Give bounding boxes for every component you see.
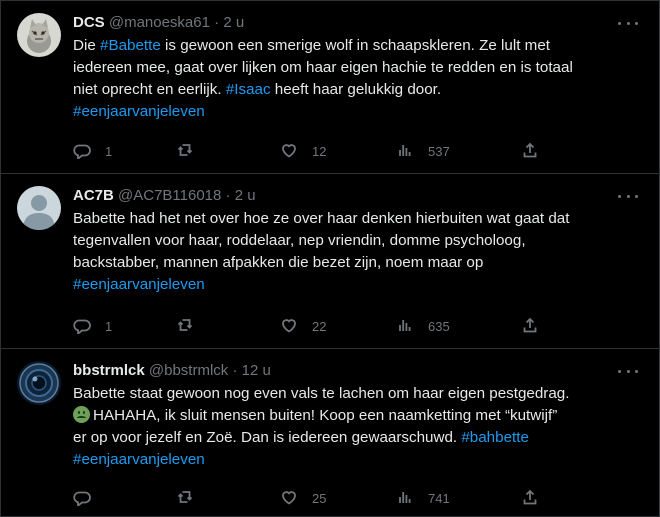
- tweet-text-line: [73, 230, 643, 252]
- tweet-text-line: [73, 449, 643, 471]
- tweet-text-segment: heeft haar gelukkig door.: [270, 81, 442, 98]
- share-icon: [521, 488, 539, 509]
- retweet-button[interactable]: [176, 488, 208, 508]
- cat-avatar-icon: [17, 13, 61, 57]
- tweet-text-segment: is gewoon een smerige wolf in schaapskleren. Ze lult met: [160, 37, 550, 54]
- tweet-actions: [73, 141, 573, 161]
- views-icon: [396, 141, 414, 162]
- reply-count: 1: [105, 143, 113, 159]
- share-button[interactable]: [521, 316, 539, 336]
- tweet-text-segment: tegenvallen voor haar, roddelaar, nep vriendin, domme psycholoog,: [73, 232, 526, 249]
- hashtag-link[interactable]: #eenjaarvanjeleven: [73, 103, 205, 120]
- hashtag-link[interactable]: #Isaac: [225, 81, 271, 98]
- views-count: 741: [428, 490, 450, 506]
- tweet-text-segment: HAHAHA, ik sluit mensen buiten! Koop een naamketting met “kutwijf”: [93, 407, 558, 424]
- user-handle[interactable]: @manoeska61: [108, 14, 210, 31]
- tweet-header: [73, 13, 244, 33]
- display-name[interactable]: bbstrmlck: [73, 362, 145, 379]
- tweet-text-segment: Die: [73, 37, 101, 54]
- more-icon[interactable]: [618, 186, 638, 206]
- display-name[interactable]: AC7B: [73, 187, 114, 204]
- tweet-text-segment: backstabber, mannen afpakken die bezet zijn, noem maar op: [73, 254, 484, 271]
- tweet-text-line: [73, 405, 643, 427]
- views-icon: [396, 316, 414, 337]
- tweet[interactable]: [1, 174, 660, 348]
- views-count: 635: [428, 318, 450, 334]
- tweet-header: [73, 361, 271, 381]
- tweet-actions: [73, 316, 573, 336]
- tweet-text-line: [73, 79, 643, 101]
- default-profile-icon: [17, 186, 61, 230]
- views-button[interactable]: [396, 488, 450, 508]
- tweet-text-line: [73, 274, 643, 296]
- views-button[interactable]: [396, 141, 450, 161]
- timestamp[interactable]: 2 u: [234, 187, 256, 204]
- tweet-text: [73, 208, 643, 296]
- like-count: 22: [312, 318, 327, 334]
- like-count: 25: [312, 490, 327, 506]
- share-button[interactable]: [521, 141, 539, 161]
- like-button[interactable]: [280, 141, 326, 161]
- tweet-text: [73, 383, 643, 471]
- reply-button[interactable]: [73, 316, 112, 336]
- reply-icon: [73, 488, 91, 509]
- tweet-text-line: [73, 101, 643, 123]
- hashtag-link[interactable]: #eenjaarvanjeleven: [73, 451, 205, 468]
- like-button[interactable]: [280, 488, 326, 508]
- user-handle[interactable]: @bbstrmlck: [148, 362, 229, 379]
- like-count: 12: [312, 143, 327, 159]
- user-handle[interactable]: @AC7B116018: [118, 187, 222, 204]
- reply-button[interactable]: [73, 141, 112, 161]
- tweet[interactable]: [1, 1, 660, 173]
- camera-lens-avatar-icon: [17, 361, 61, 405]
- share-button[interactable]: [521, 488, 539, 508]
- tweet-text-line: [73, 383, 643, 405]
- retweet-icon: [176, 488, 194, 509]
- avatar[interactable]: [17, 13, 61, 57]
- views-icon: [396, 488, 414, 509]
- tweet-header: [73, 186, 256, 206]
- timestamp[interactable]: 12 u: [241, 362, 271, 379]
- separator-dot: ·: [225, 187, 231, 204]
- timestamp[interactable]: 2 u: [223, 14, 245, 31]
- tweet[interactable]: [1, 349, 660, 517]
- retweet-icon: [176, 316, 194, 337]
- tweet-text-segment: iedereen mee, gaat over lijken om haar eigen hachie te redden en is totaal: [73, 59, 573, 76]
- reply-button[interactable]: [73, 488, 105, 508]
- nauseated-face-icon: [73, 406, 90, 423]
- separator-dot: ·: [214, 14, 220, 31]
- tweet-actions: [73, 488, 573, 508]
- tweet-text-line: [73, 35, 643, 57]
- share-icon: [521, 141, 539, 162]
- tweet-text: [73, 35, 643, 123]
- reply-count: 1: [105, 318, 113, 334]
- tweet-text-line: [73, 57, 643, 79]
- tweet-text-line: [73, 252, 643, 274]
- reply-icon: [73, 141, 91, 162]
- hashtag-link[interactable]: #Babette: [100, 37, 161, 54]
- tweet-text-segment: er op voor jezelf en Zoë. Dan is iedereen gewaarschuwd.: [73, 429, 462, 446]
- tweet-text-line: [73, 427, 643, 449]
- views-count: 537: [428, 143, 450, 159]
- reply-icon: [73, 316, 91, 337]
- heart-icon: [280, 488, 298, 509]
- separator-dot: ·: [232, 362, 238, 379]
- tweet-text-segment: niet oprecht en eerlijk.: [73, 81, 226, 98]
- like-button[interactable]: [280, 316, 326, 336]
- more-icon[interactable]: [618, 13, 638, 33]
- display-name[interactable]: DCS: [73, 14, 105, 31]
- hashtag-link[interactable]: #bahbette: [461, 429, 529, 446]
- heart-icon: [280, 316, 298, 337]
- tweet-text-segment: Babette staat gewoon nog even vals te lachen om haar eigen pestgedrag.: [73, 385, 570, 402]
- heart-icon: [280, 141, 298, 162]
- retweet-icon: [176, 141, 194, 162]
- avatar[interactable]: [17, 186, 61, 230]
- hashtag-link[interactable]: #eenjaarvanjeleven: [73, 276, 205, 293]
- avatar[interactable]: [17, 361, 61, 405]
- tweet-text-line: [73, 208, 643, 230]
- views-button[interactable]: [396, 316, 450, 336]
- retweet-button[interactable]: [176, 316, 208, 336]
- retweet-button[interactable]: [176, 141, 208, 161]
- more-icon[interactable]: [618, 361, 638, 381]
- share-icon: [521, 316, 539, 337]
- tweet-text-segment: Babette had het net over hoe ze over haar denken hierbuiten wat gaat dat: [73, 210, 570, 227]
